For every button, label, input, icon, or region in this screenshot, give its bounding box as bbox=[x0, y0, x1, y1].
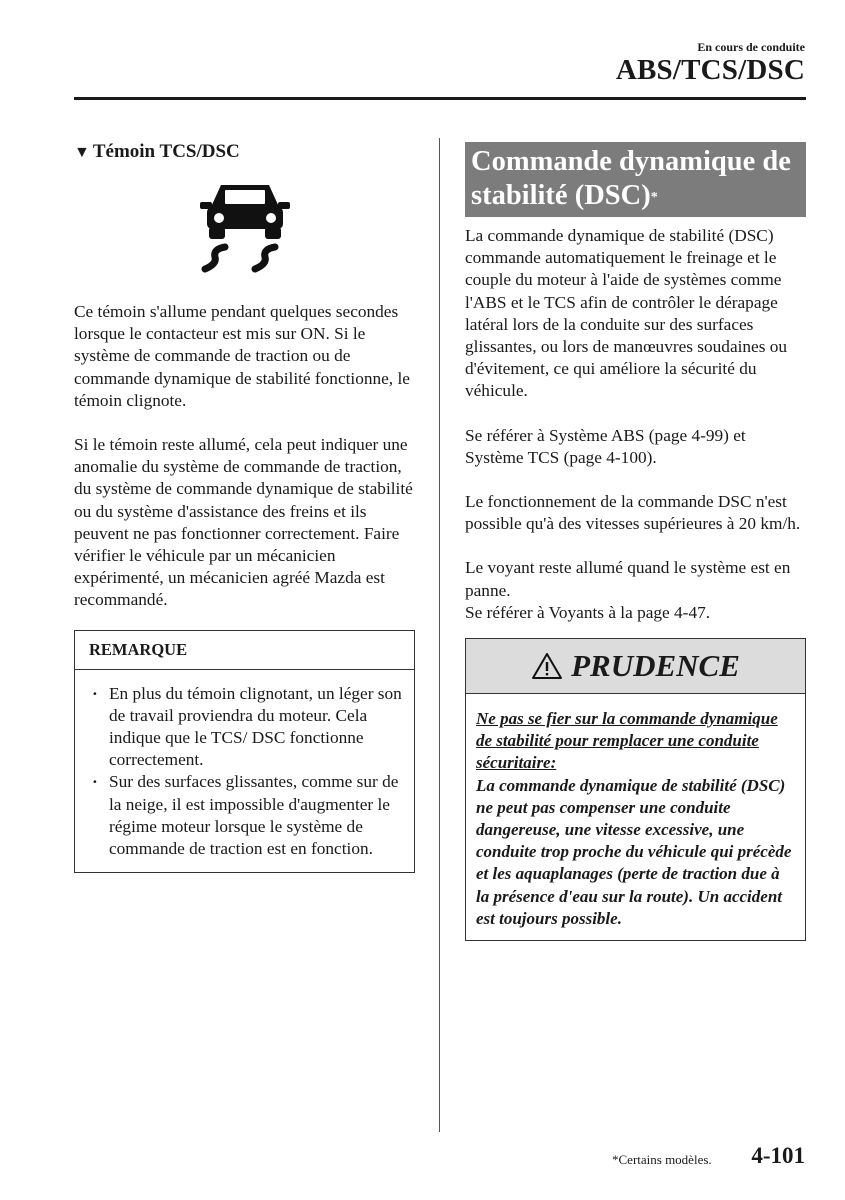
section-header: En cours de conduite bbox=[697, 40, 805, 54]
right-column bbox=[465, 140, 806, 941]
remark-title: REMARQUE bbox=[75, 631, 414, 670]
caution-underlined-text: Ne pas se fier sur la commande dynamique de stabilité pour remplacer une conduite sécuritaire: bbox=[476, 709, 778, 773]
footnote: *Certains modèles. bbox=[612, 1152, 712, 1167]
subheading-tcs-dsc bbox=[74, 140, 415, 165]
paragraph-2: Si le témoin reste allumé, cela peut indiquer une anomalie du système de commande de traction, du système de commande dynamique de stabilité ou du système d'assistance des freins et ils peuvent ne pas fonctionner correctement. Faire vérifier le véhicule par un mécanicien expérimenté, un mécanicien agréé Mazda est recommandé. bbox=[74, 435, 413, 610]
caution-label: PRUDENCE bbox=[571, 648, 740, 684]
header-rule bbox=[74, 97, 806, 100]
remark-list bbox=[89, 683, 402, 861]
paragraph-5: Le fonctionnement de la commande DSC n'est possible qu'à des vitesses supérieures à 20 km/h. bbox=[465, 492, 801, 534]
dsc-title-text: Commande dynamique de stabilité (DSC) bbox=[471, 146, 791, 211]
paragraph-3: La commande dynamique de stabilité (DSC) commande automatiquement le freinage et le couple du moteur à l'aide de systèmes comme l'ABS et le TCS afin de contrôler le dérapage latéral lors de la conduite sur des surfaces glissantes, ou lors de manœuvres soudaines ou d'évitement, ce qui améliore la sécurité du véhicule. bbox=[465, 226, 788, 401]
dsc-section-title bbox=[465, 142, 806, 217]
caution-header bbox=[466, 639, 805, 694]
warning-triangle-icon bbox=[531, 652, 563, 680]
paragraph-4: Se référer à Système ABS (page 4-99) et Système TCS (page 4-100). bbox=[465, 425, 746, 467]
left-column bbox=[74, 140, 415, 873]
page-number: 4-101 bbox=[751, 1143, 805, 1168]
model-footnote-mark: * bbox=[650, 190, 658, 205]
triangle-marker-icon: ▼ bbox=[74, 144, 90, 161]
caution-text: La commande dynamique de stabilité (DSC) ne peut pas compenser une conduite dangereuse, une vitesse excessive, une conduite trop proche du véhicule qui précède et les aquaplanages (perte de traction due à la présence d'eau sur la route). Un accident est toujours possible. bbox=[476, 775, 792, 928]
paragraph-6: Le voyant reste allumé quand le système est en panne. Se référer à Voyants à la page 4-47. bbox=[465, 558, 791, 622]
column-divider bbox=[439, 138, 440, 1132]
list-item: · En plus du témoin clignotant, un léger son de travail proviendra du moteur. Cela indique que le TCS/ DSC fonctionne correctement. bbox=[89, 683, 402, 772]
caution-body bbox=[466, 694, 805, 940]
tcs-dsc-warning-icon bbox=[74, 177, 415, 287]
list-item: · Sur des surfaces glissantes, comme sur de la neige, il est impossible d'augmenter le régime moteur lorsque le système de commande de traction est en fonction. bbox=[89, 771, 402, 860]
paragraph-1: Ce témoin s'allume pendant quelques secondes lorsque le contacteur est mis sur ON. Si le système de commande de traction ou de commande dynamique de stabilité fonctionne, le témoin clignote. bbox=[74, 302, 410, 410]
caution-box bbox=[465, 638, 806, 941]
page-title: ABS/TCS/DSC bbox=[615, 54, 805, 86]
subheading-text: Témoin TCS/DSC bbox=[92, 141, 240, 162]
remark-box bbox=[74, 630, 415, 874]
